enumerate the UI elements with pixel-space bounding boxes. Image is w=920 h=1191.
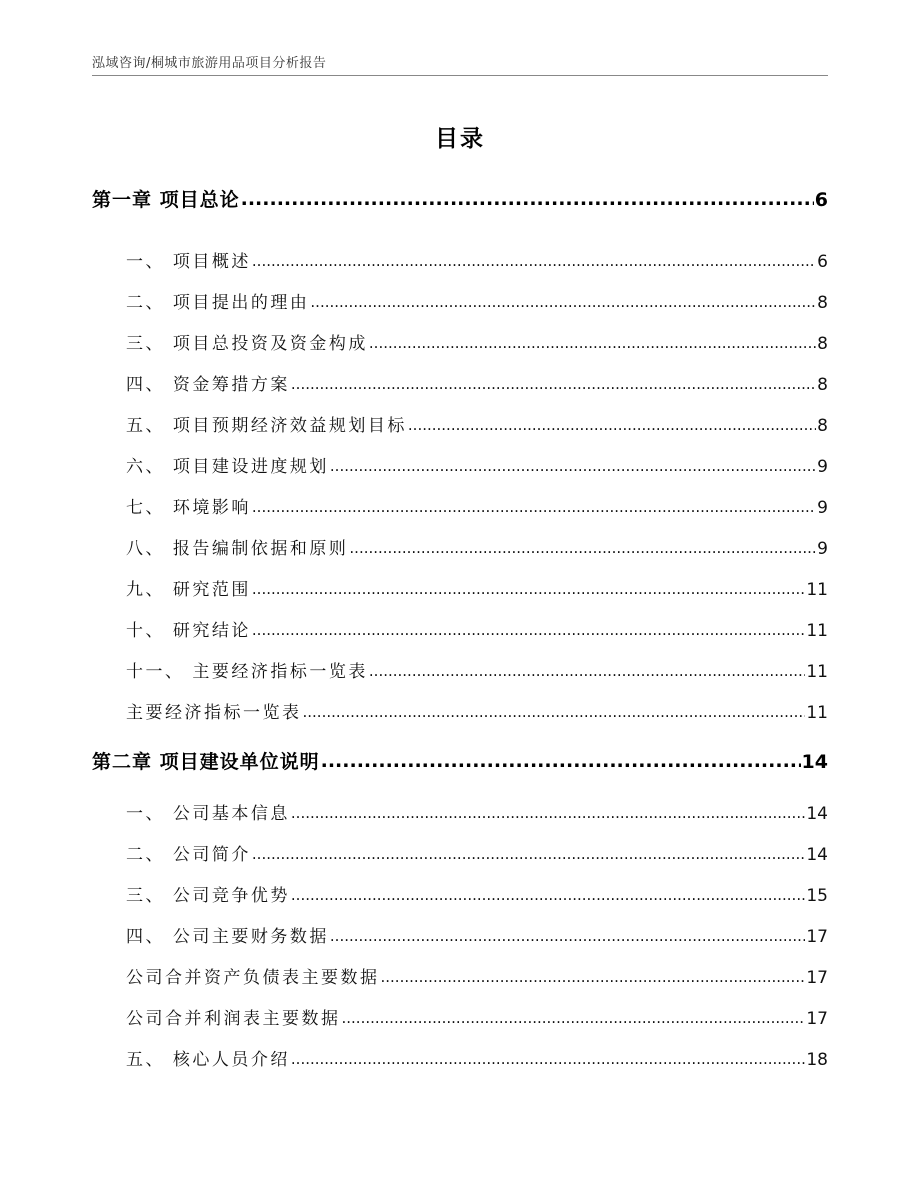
toc-entry-label: 三、 项目总投资及资金构成 [126, 334, 368, 354]
toc-page-number: 6 [814, 189, 828, 211]
toc-page-number: 8 [817, 375, 828, 395]
toc-leader-dots [252, 252, 816, 270]
toc-page-number: 6 [817, 252, 828, 272]
toc-page-number: 8 [817, 334, 828, 354]
toc-entry-label: 五、 项目预期经济效益规划目标 [126, 416, 407, 436]
toc-leader-dots [252, 498, 816, 516]
toc-entry[interactable] [126, 288, 828, 313]
toc-entry[interactable] [126, 922, 828, 947]
toc-page-number: 14 [806, 845, 828, 865]
toc-leader-dots [252, 845, 805, 863]
toc-chapter-1[interactable] [92, 185, 828, 212]
toc-entry-label: 六、 项目建设进度规划 [126, 457, 329, 477]
toc-entry[interactable] [126, 698, 828, 723]
toc-entry-label: 一、 公司基本信息 [126, 804, 290, 824]
toc-entry[interactable] [126, 575, 828, 600]
toc-page-number: 17 [806, 1009, 828, 1029]
toc-page-number: 14 [806, 804, 828, 824]
toc-page-number: 11 [806, 662, 828, 682]
toc-chapter-2[interactable] [92, 747, 828, 774]
toc-page-number: 14 [801, 751, 828, 773]
toc-leader-dots [408, 416, 816, 434]
toc-page-number: 11 [806, 580, 828, 600]
toc-entry-label: 主要经济指标一览表 [126, 703, 302, 723]
toc-page-number: 18 [806, 1050, 828, 1070]
toc-entry[interactable] [126, 799, 828, 824]
toc-page-number: 11 [806, 703, 828, 723]
toc-leader-dots [291, 1050, 805, 1068]
toc-entry[interactable] [126, 534, 828, 559]
toc-leader-dots [349, 539, 816, 557]
toc-entry[interactable] [126, 329, 828, 354]
running-header: 泓域咨询/桐城市旅游用品项目分析报告 [92, 56, 327, 71]
toc-leader-dots [330, 457, 816, 475]
toc-leader-dots [330, 927, 805, 945]
toc-entry-label: 公司合并利润表主要数据 [126, 1009, 341, 1029]
toc-leader-dots [291, 375, 816, 393]
toc-leader-dots [321, 750, 801, 772]
toc-leader-dots [291, 886, 805, 904]
toc-page-number: 8 [817, 293, 828, 313]
toc-entry-label: 五、 核心人员介绍 [126, 1050, 290, 1070]
toc-entry[interactable] [126, 881, 828, 906]
toc-page-number: 9 [817, 457, 828, 477]
toc-entry-label: 四、 资金筹措方案 [126, 375, 290, 395]
toc-entry-label: 三、 公司竞争优势 [126, 886, 290, 906]
toc-page-number: 17 [806, 968, 828, 988]
toc-leader-dots [369, 334, 816, 352]
toc-page-number: 9 [817, 539, 828, 559]
toc-leader-dots [381, 968, 806, 986]
toc-entry[interactable] [126, 840, 828, 865]
toc-leader-dots [252, 621, 805, 639]
toc-entry-label: 二、 公司简介 [126, 845, 251, 865]
toc-entry-label: 一、 项目概述 [126, 252, 251, 272]
toc-entry[interactable] [126, 247, 828, 272]
toc-entry-label: 十、 研究结论 [126, 621, 251, 641]
toc-entry-label: 第二章 项目建设单位说明 [92, 751, 320, 773]
toc-leader-dots [342, 1009, 806, 1027]
toc-entry-label: 公司合并资产负债表主要数据 [126, 968, 380, 988]
toc-entry[interactable] [126, 452, 828, 477]
toc-leader-dots [291, 804, 805, 822]
toc-entry[interactable] [126, 493, 828, 518]
toc-entry[interactable] [126, 370, 828, 395]
toc-entry-label: 九、 研究范围 [126, 580, 251, 600]
toc-entry[interactable] [126, 657, 828, 682]
toc-entry[interactable] [126, 1004, 828, 1029]
toc-page-number: 9 [817, 498, 828, 518]
toc-leader-dots [252, 580, 805, 598]
toc-leader-dots [303, 703, 806, 721]
toc-entry[interactable] [126, 1045, 828, 1070]
toc-entry[interactable] [126, 411, 828, 436]
toc-page-number: 15 [806, 886, 828, 906]
page-title: 目录 [435, 126, 485, 152]
toc-entry-label: 二、 项目提出的理由 [126, 293, 310, 313]
toc-entry[interactable] [126, 963, 828, 988]
toc-entry-label: 八、 报告编制依据和原则 [126, 539, 349, 559]
toc-entry-label: 七、 环境影响 [126, 498, 251, 518]
toc-entry-label: 第一章 项目总论 [92, 189, 240, 211]
toc-entry-label: 十一、 主要经济指标一览表 [126, 662, 368, 682]
toc-entry-label: 四、 公司主要财务数据 [126, 927, 329, 947]
toc-page-number: 17 [806, 927, 828, 947]
toc-leader-dots [310, 293, 816, 311]
toc-page-number: 11 [806, 621, 828, 641]
toc-leader-dots [241, 188, 814, 210]
toc-leader-dots [369, 662, 805, 680]
toc-page-number: 8 [817, 416, 828, 436]
toc-entry[interactable] [126, 616, 828, 641]
